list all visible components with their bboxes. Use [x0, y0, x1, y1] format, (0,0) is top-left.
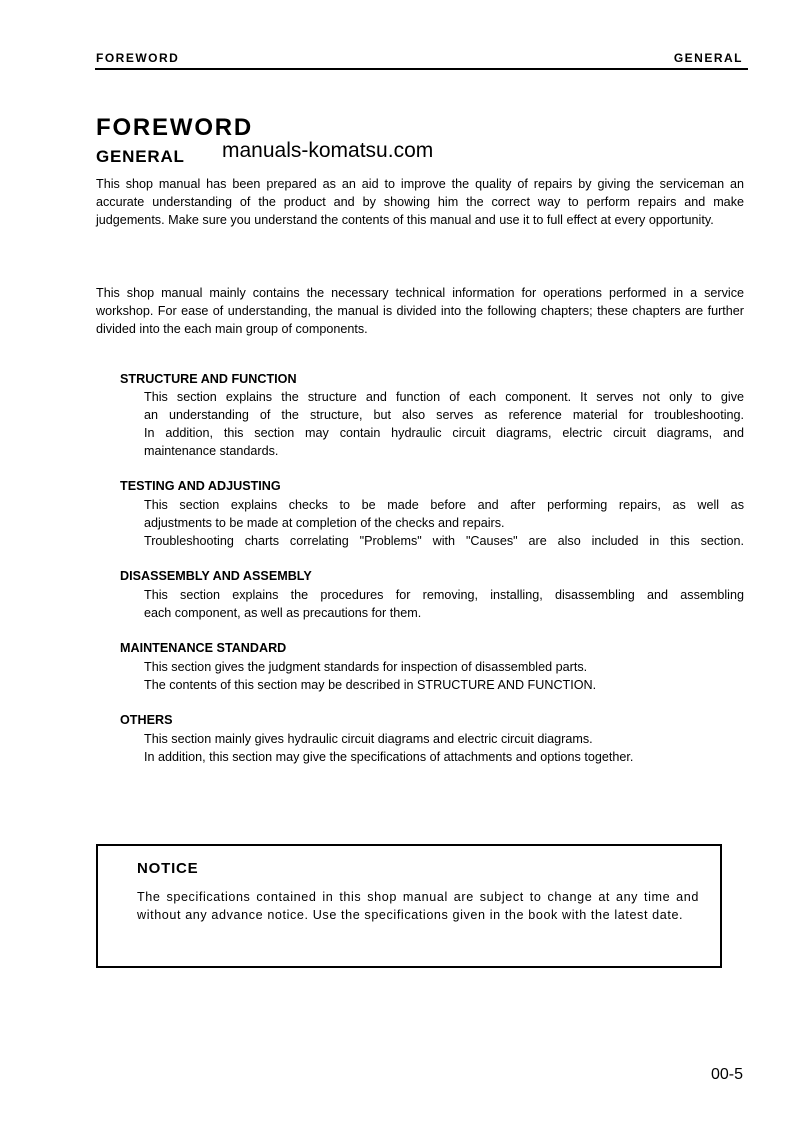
section-line: This section explains the procedures for removing, installing, disassembling and assembling — [144, 588, 744, 602]
section-line: This section explains checks to be made before and after performing repairs, as well as — [144, 498, 744, 512]
running-header-right: GENERAL — [673, 51, 743, 65]
section-title-disassembly-and-assembly: DISASSEMBLY AND ASSEMBLY — [120, 569, 312, 583]
section-line: adjustments to be made at completion of the checks and repairs. — [144, 516, 505, 530]
running-header-left: FOREWORD — [96, 51, 180, 65]
section-line: This section explains the structure and function of each component. It serves not only to give — [144, 390, 744, 404]
section-title-testing-and-adjusting: TESTING AND ADJUSTING — [120, 479, 281, 493]
section-line: The contents of this section may be described in STRUCTURE AND FUNCTION. — [144, 678, 597, 692]
section-title-structure-and-function: STRUCTURE AND FUNCTION — [120, 372, 297, 386]
header-divider — [95, 68, 748, 70]
section-line: In addition, this section may give the specifications of attachments and options together. — [144, 750, 634, 764]
section-line: This section mainly gives hydraulic circuit diagrams and electric circuit diagrams. — [144, 732, 593, 746]
section-line: maintenance standards. — [144, 444, 279, 458]
page-subtitle: GENERAL — [96, 147, 185, 166]
section-line: Troubleshooting charts correlating "Problems" with "Causes" are also included in this section. — [144, 534, 744, 548]
watermark: manuals-komatsu.com — [222, 139, 434, 162]
section-title-maintenance-standard: MAINTENANCE STANDARD — [120, 641, 287, 655]
notice-text: The specifications contained in this shop manual are subject to change at any time and without any advance notice. Use the specifications given in the book with the latest date. — [137, 890, 699, 922]
section-title-others: OTHERS — [120, 713, 173, 727]
intro-paragraph-2: This shop manual mainly contains the necessary technical information for operations performed in a service workshop. For ease of understanding, the manual is divided into the following chapters; these chapters are further divided into the each main group of components. — [96, 286, 744, 336]
section-line: each component, as well as precautions for them. — [144, 606, 422, 620]
section-line: This section gives the judgment standards for inspection of disassembled parts. — [144, 660, 588, 674]
section-line: an understanding of the structure, but also serves as reference material for troubleshooting. — [144, 408, 744, 422]
page-number: 00-5 — [710, 1066, 743, 1083]
page-title: FOREWORD — [96, 114, 254, 141]
intro-paragraph-1: This shop manual has been prepared as an aid to improve the quality of repairs by giving the serviceman an accurate understanding of the product and by showing him the correct way to perform repairs and make judgements. Make sure you understand the contents of this manual and use it to full effect at every opportunity. — [96, 177, 744, 227]
section-line: In addition, this section may contain hydraulic circuit diagrams, electric circuit diagrams, and — [144, 426, 744, 440]
notice-title: NOTICE — [137, 860, 199, 877]
